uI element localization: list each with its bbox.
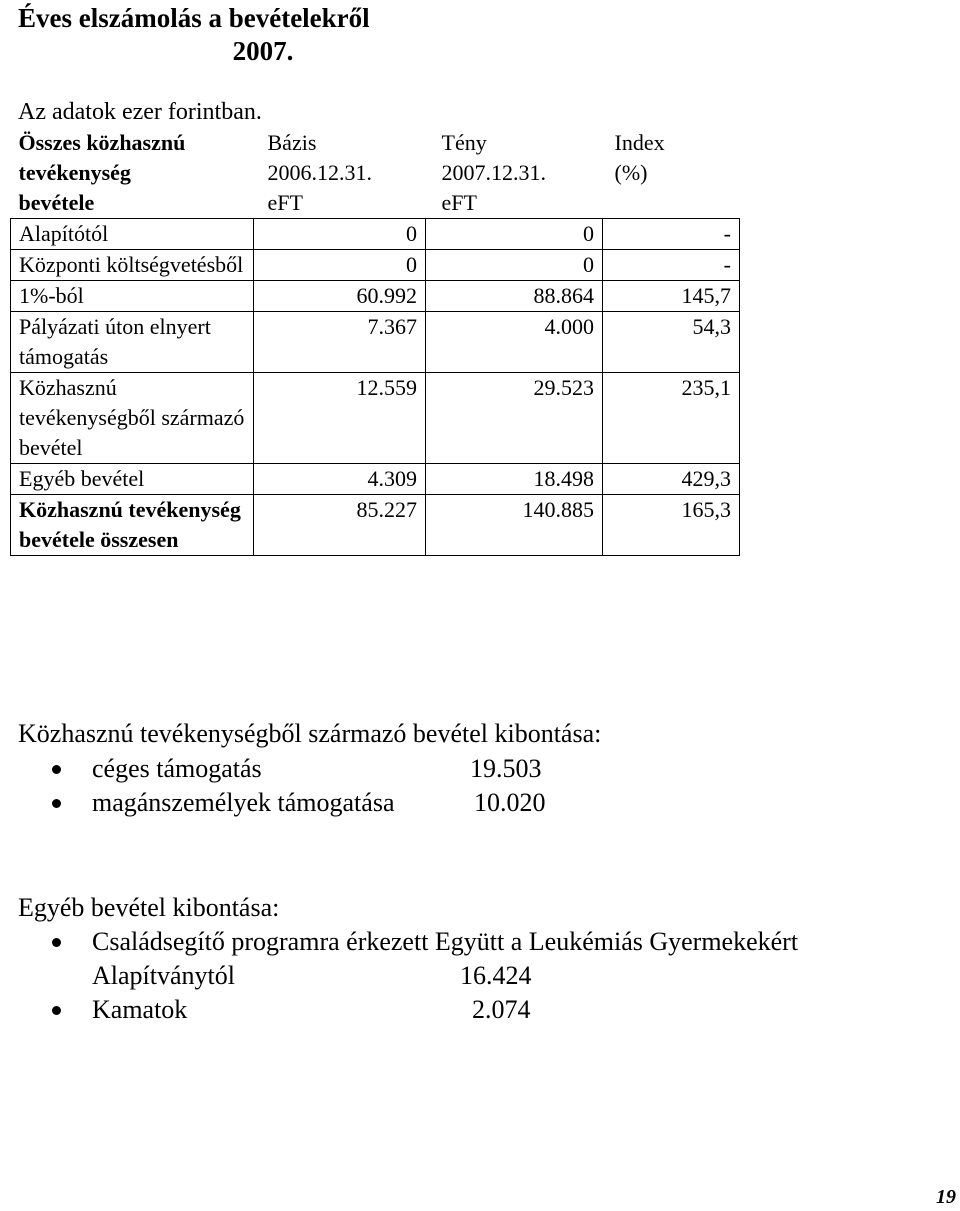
table-row-total [11,495,740,556]
bullet-icon [52,765,61,774]
row-base-value: 7.367 [254,312,426,373]
bullet-icon [52,938,61,947]
row-base-value: 4.309 [254,464,426,495]
row-actual-value: 29.523 [426,373,603,464]
row-index-value: 54,3 [603,312,740,373]
table-row [11,250,740,281]
bullet-icon [52,1006,61,1015]
row-actual-value: 88.864 [426,281,603,312]
row-label: Központi költségvetésből [11,250,254,281]
row-base-value: 60.992 [254,281,426,312]
row-base-value: 85.227 [254,495,426,556]
row-label: Közhasznú tevékenységből származó bevétel [11,373,254,464]
header-col-index: Index (%) [614,130,665,185]
row-label: Pályázati úton elnyert támogatás [11,312,254,373]
table-row [11,219,740,250]
row-index-value: 165,3 [603,495,740,556]
row-index-value: - [603,250,740,281]
header-col-actual: Tény 2007.12.31. eFT [441,130,546,215]
table-header-row [11,128,740,219]
row-label: 1%-ból [11,281,254,312]
header-col-revenue: Összes közhasznú tevékenység bevétele [18,130,186,215]
row-base-value: 0 [254,250,426,281]
page-number: 19 [936,1186,956,1208]
table-row [11,464,740,495]
revenue-table [10,128,740,556]
title-line-2: 2007. [232,36,294,66]
list-item: Családsegítő programra érkezett Együtt a Leukémiás Gyermekekért Alapítványtól 16.424 [52,925,798,993]
row-actual-value: 0 [426,219,603,250]
table-row [11,312,740,373]
row-index-value: 235,1 [603,373,740,464]
list-item: magánszemélyek támogatása 10.020 [52,786,546,820]
table-row [11,373,740,464]
row-actual-value: 4.000 [426,312,603,373]
breakdown-1-heading: Közhasznú tevékenységből származó bevétel kibontása: [18,719,602,748]
title-line-1: Éves elszámolás a bevételekről [18,3,370,33]
row-label: Közhasznú tevékenység bevétele összesen [11,495,254,556]
bullet-icon [52,799,61,808]
row-index-value: - [603,219,740,250]
row-actual-value: 18.498 [426,464,603,495]
page-title [18,2,578,68]
list-item: céges támogatás 19.503 [52,752,546,786]
breakdown-2-heading: Egyéb bevétel kibontása: [18,893,280,922]
header-col-base: Bázis 2006.12.31. eFT [267,130,372,215]
breakdown-2-list [52,925,798,1027]
table-row [11,281,740,312]
row-actual-value: 0 [426,250,603,281]
row-index-value: 429,3 [603,464,740,495]
breakdown-1-list [52,752,546,820]
row-base-value: 12.559 [254,373,426,464]
row-actual-value: 140.885 [426,495,603,556]
row-base-value: 0 [254,219,426,250]
list-item: Kamatok 2.074 [52,993,798,1027]
row-label: Alapítótól [11,219,254,250]
row-index-value: 145,7 [603,281,740,312]
unit-note: Az adatok ezer forintban. [18,99,262,125]
row-label: Egyéb bevétel [11,464,254,495]
